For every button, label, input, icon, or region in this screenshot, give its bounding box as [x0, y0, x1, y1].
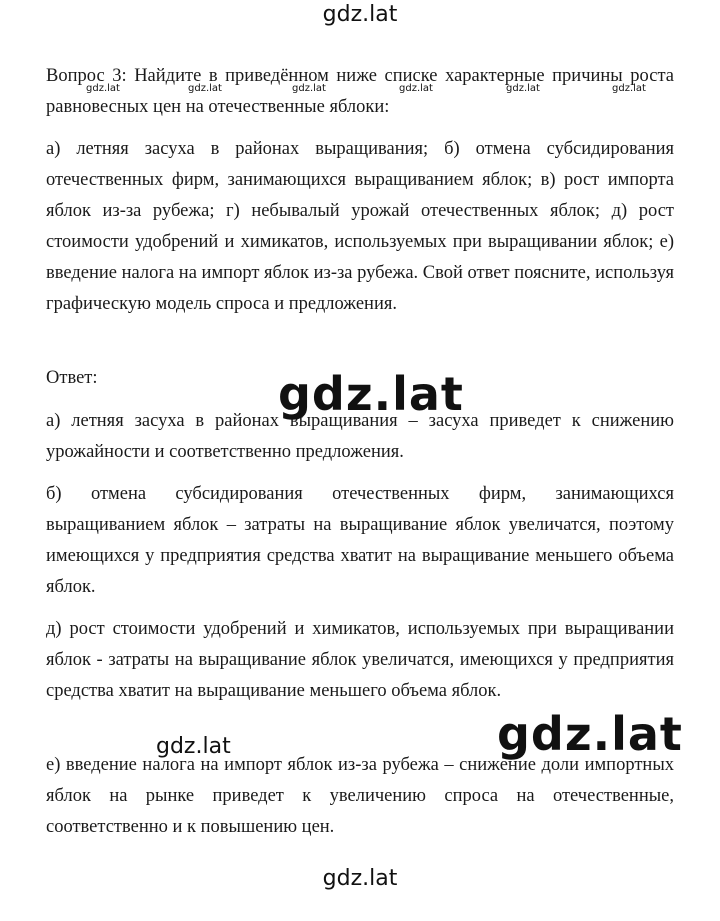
- watermark-tiny: gdz.lat: [612, 83, 646, 94]
- answer-item: а) летняя засуха в районах выращивания – засуха приведет к снижению урожайности и соответственно предложения.: [46, 411, 674, 462]
- question-options: а) летняя засуха в районах выращивания; б) отмена субсидирования отечественных фирм, занимающихся выращиванием яблок; в) рост импорта яблок из-за рубежа; г) небывалый урожай отечественных яблок; д) рост стоимости удобрений и химикатов, используемых при выращивании яблок; е) введение налога на импорт яблок из-за рубежа. Свой ответ поясните, используя графическую модель спроса и предложения.: [46, 139, 674, 314]
- watermark-small: gdz.lat: [156, 734, 231, 759]
- answer-item: б) отмена субсидирования отечественных фирм, занимающихся выращиванием яблок – затраты на выращивание яблок увеличатся, поэтому имеющихся у предприятия средства хватит на выращивание меньшего объема яблок.: [46, 484, 674, 597]
- watermark-bottom: gdz.lat: [322, 866, 398, 891]
- watermark-tiny: gdz.lat: [399, 83, 433, 94]
- answer-item: е) введение налога на импорт яблок из-за рубежа – снижение доли импортных яблок на рынке приведет к увеличению спроса на отечественные, соответственно и к повышению цен.: [46, 755, 674, 837]
- question-text: Вопрос 3: Найдите в приведённом ниже списке характерные причины роста равновесных цен на отечественные яблоки:: [46, 66, 674, 117]
- answer-item-b-block: [46, 479, 674, 603]
- watermark-tiny: gdz.lat: [86, 83, 120, 94]
- watermark-large-right: gdz.lat: [497, 707, 683, 761]
- question-block: [46, 61, 674, 123]
- answer-item-d-block: [46, 614, 674, 707]
- watermark-top: gdz.lat: [322, 2, 398, 27]
- watermark-tiny: gdz.lat: [188, 83, 222, 94]
- watermark-tiny: gdz.lat: [506, 83, 540, 94]
- watermark-tiny: gdz.lat: [292, 83, 326, 94]
- question-options-block: [46, 134, 674, 320]
- answer-item: д) рост стоимости удобрений и химикатов, используемых при выращивании яблок - затраты на выращивание яблок увеличатся, имеющихся у предприятия средства хватит на выращивание меньшего объема яблок.: [46, 619, 674, 701]
- watermark-large-center: gdz.lat: [278, 367, 464, 421]
- answer-label: Ответ:: [46, 368, 98, 388]
- answer-item-e-block: [46, 750, 674, 843]
